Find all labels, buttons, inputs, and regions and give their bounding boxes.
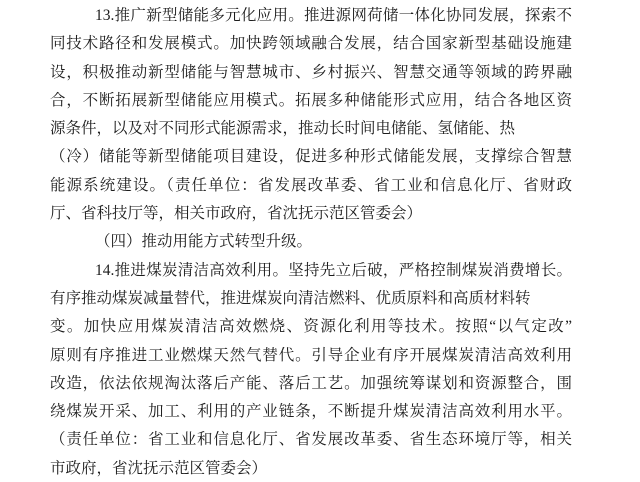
text-line: 变。加快应用煤炭清洁高效燃烧、资源化利用等技术。按照“以气定改” (50, 318, 572, 336)
text-line: 合，不断拓展新型储能应用模式。拓展多种储能形式应用，结合各地区资 (50, 91, 572, 109)
text-line: 14.推进煤炭清洁高效利用。坚持先立后破，严格控制煤炭消费增长。 (95, 261, 572, 279)
text-line: （责任单位：省工业和信息化厅、省发展改革委、省生态环境厅等，相关 (50, 431, 572, 449)
text-line: 改造，依法依规淘汰落后产能、落后工艺。加强统筹谋划和资源整合，围 (50, 374, 572, 392)
text-line: 能源系统建设。（责任单位：省发展改革委、省工业和信息化厅、省财政 (50, 176, 572, 194)
text-line: 同技术路径和发展模式。加快跨领域融合发展，结合国家新型基础设施建 (50, 35, 572, 53)
paragraph-item-13 (50, 2, 572, 228)
text-line: 13.推广新型储能多元化应用。推进源网荷储一体化协同发展，探索不 (95, 7, 572, 24)
section-heading-line: （四）推动用能方式转型升级。 (95, 233, 313, 251)
text-line: （冷）储能等新型储能项目建设，促进多种形式储能发展，支撑综合智慧 (50, 148, 572, 166)
text-line: 绕煤炭开采、加工、利用的产业链条，不断提升煤炭清洁高效利用水平。 (50, 403, 572, 421)
text-line: 设，积极推动新型储能与智慧城市、乡村振兴、智慧交通等领域的跨界融 (50, 63, 572, 81)
text-line: 厅、省科技厅等，相关市政府，省沈抚示范区管委会） (50, 205, 423, 223)
paragraph-item-14 (50, 257, 572, 482)
text-line: 原则有序推进工业燃煤天然气替代。引导企业有序开展煤炭清洁高效利用 (50, 346, 572, 364)
text-line: 有序推动煤炭减量替代，推进煤炭向清洁燃料、优质原料和高质材料转 (50, 289, 531, 307)
paragraph-section-4-heading (50, 228, 572, 256)
text-line: 源条件，以及对不同形式能源需求，推动长时间电储能、氢储能、热 (50, 120, 516, 138)
text-line: 市政府，省沈抚示范区管委会） (50, 459, 268, 477)
